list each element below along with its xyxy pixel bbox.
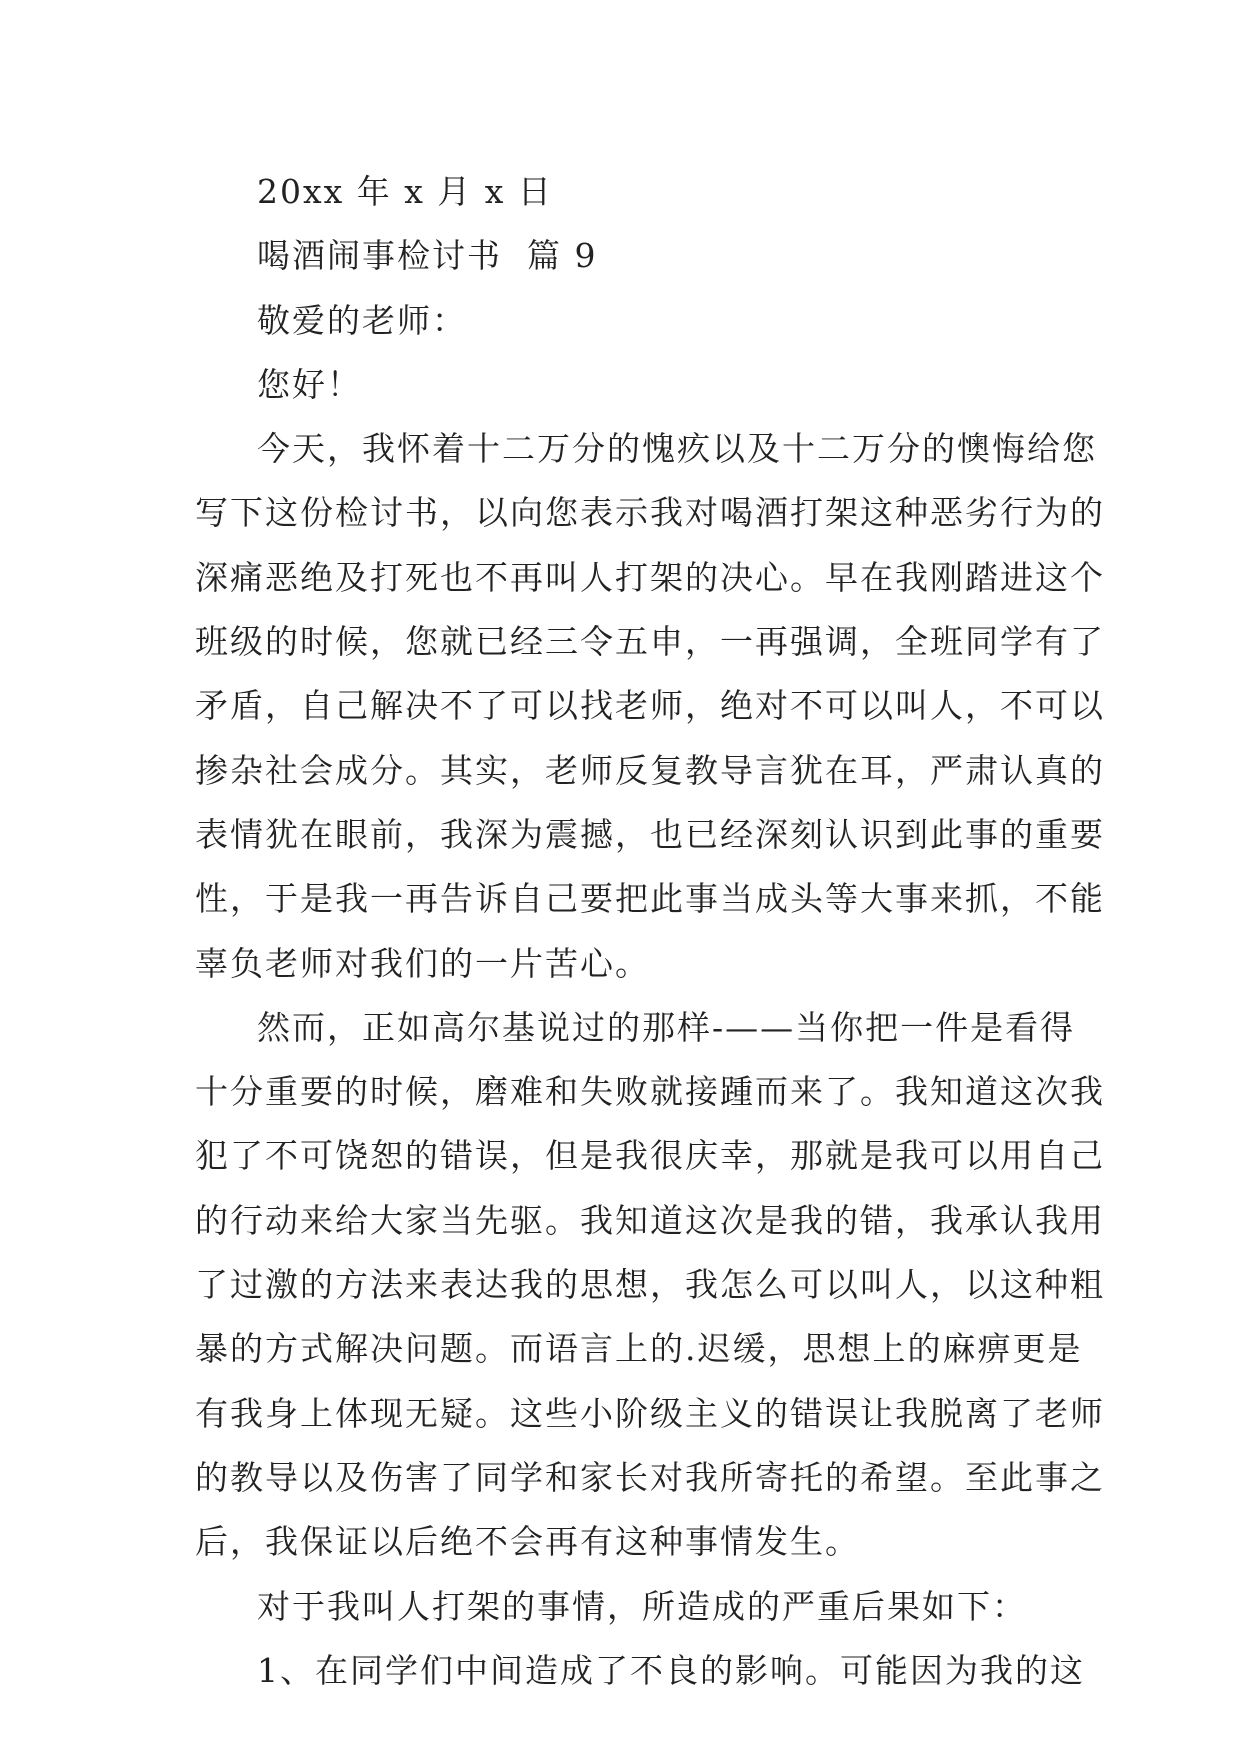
text-line: 1、在同学们中间造成了不良的影响。可能因为我的这 (257, 1650, 1085, 1690)
text-line: 写下这份检讨书，以向您表示我对喝酒打架这种恶劣行为的 (195, 493, 1105, 533)
text-line: 有我身上体现无疑。这些小阶级主义的错误让我脱离了老师 (195, 1393, 1105, 1433)
text-line: 敬爱的老师： (257, 300, 467, 340)
text-line: 矛盾，自己解决不了可以找老师，绝对不可以叫人，不可以 (195, 686, 1105, 726)
text-line: 深痛恶绝及打死也不再叫人打架的决心。早在我刚踏进这个 (195, 557, 1105, 597)
text-line: 暴的方式解决问题。而语言上的.迟缓，思想上的麻痹更是 (195, 1329, 1083, 1369)
text-line: 班级的时候，您就已经三令五申，一再强调，全班同学有了 (195, 622, 1105, 662)
text-line: 对于我叫人打架的事情，所造成的严重后果如下： (257, 1586, 1027, 1626)
text-line: 20xx 年 x 月 x 日 (257, 172, 553, 211)
text-line: 今天，我怀着十二万分的愧疚以及十二万分的懊悔给您 (257, 429, 1097, 469)
text-line: 犯了不可饶恕的错误，但是我很庆幸，那就是我可以用自己 (195, 1136, 1105, 1176)
text-line: 然而，正如高尔基说过的那样-——当你把一件是看得 (257, 1007, 1076, 1047)
text-line: 喝酒闹事检讨书 篇 9 (257, 236, 598, 276)
text-line: 表情犹在眼前，我深为震撼，也已经深刻认识到此事的重要 (195, 814, 1105, 854)
text-line: 的教导以及伤害了同学和家长对我所寄托的希望。至此事之 (195, 1457, 1105, 1497)
text-line: 您好！ (257, 364, 362, 404)
text-line: 性，于是我一再告诉自己要把此事当成头等大事来抓，不能 (195, 879, 1105, 919)
text-line: 辜负老师对我们的一片苦心。 (195, 943, 650, 983)
text-line: 了过激的方法来表达我的思想，我怎么可以叫人，以这种粗 (195, 1265, 1105, 1305)
document-body (195, 160, 1105, 1703)
text-line: 后，我保证以后绝不会再有这种事情发生。 (195, 1522, 860, 1562)
text-line: 掺杂社会成分。其实，老师反复教导言犹在耳，严肃认真的 (195, 750, 1105, 790)
text-line: 的行动来给大家当先驱。我知道这次是我的错，我承认我用 (195, 1200, 1105, 1240)
text-line: 十分重要的时候，磨难和失败就接踵而来了。我知道这次我 (195, 1072, 1105, 1112)
